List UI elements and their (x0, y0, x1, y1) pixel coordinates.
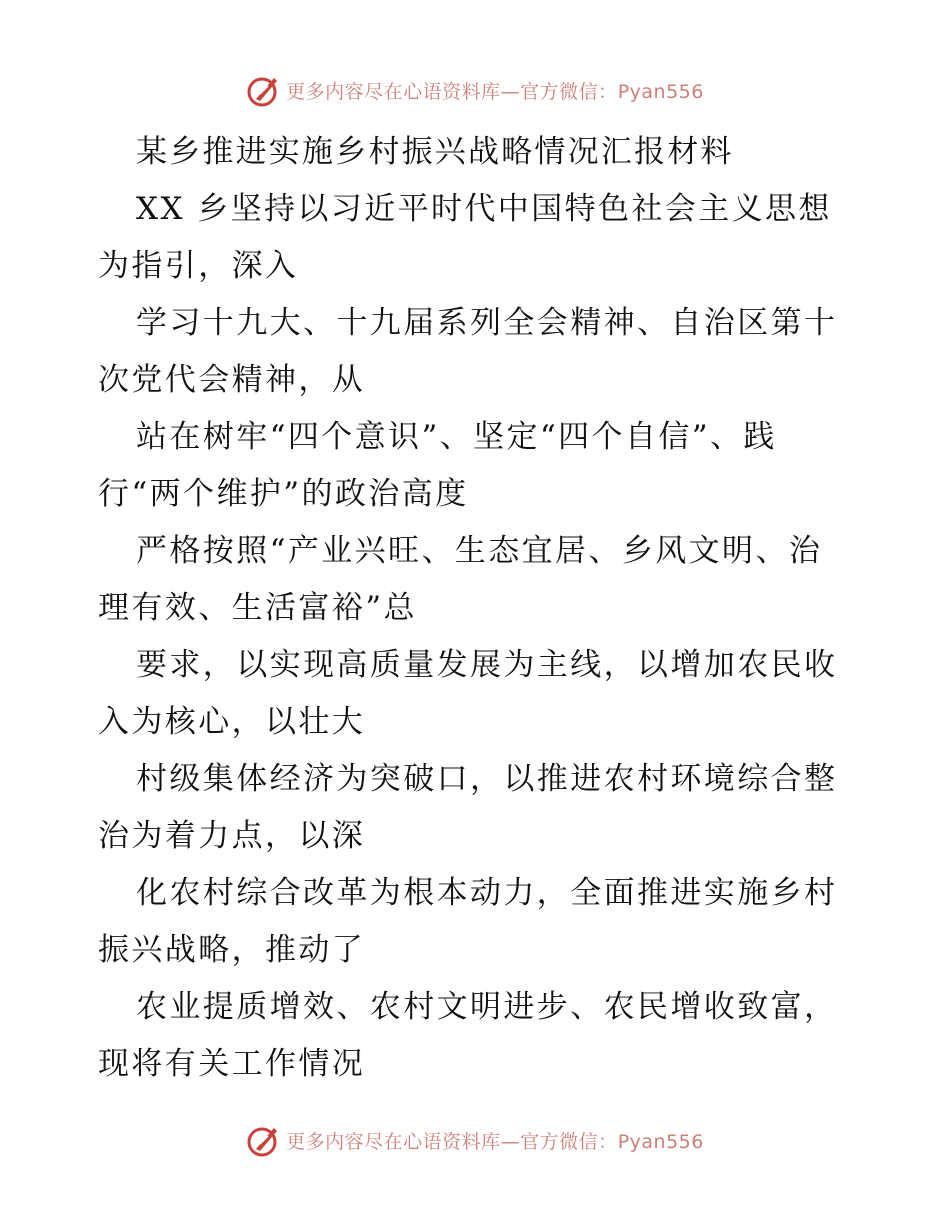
paragraph-line: 学习十九大、十九届系列全会精神、自治区第十 (136, 305, 838, 341)
paragraph-line: 化农村综合改革为根本动力，全面推进实施乡村 (136, 875, 838, 911)
quill-circle-icon (246, 72, 282, 108)
paragraph-line: 严格按照“产业兴旺、生态宜居、乡风文明、治 (136, 533, 823, 569)
paragraph-line: 站在树牢“四个意识”、坚定“四个自信”、践 (136, 419, 777, 455)
header-watermark (0, 70, 950, 110)
paragraph-line: 现将有关工作情况 (98, 1046, 366, 1082)
paragraph-line: XX 乡坚持以习近平时代中国特色社会主义思想 (136, 191, 832, 227)
footer-watermark (0, 1120, 950, 1160)
paragraph-line: 村级集体经济为突破口，以推进农村环境综合整 (136, 761, 838, 797)
document-body (98, 124, 858, 1093)
paragraph-line: 农业提质增效、农村文明进步、农民增收致富， (136, 989, 838, 1025)
document-title: 某乡推进实施乡村振兴战略情况汇报材料 (136, 134, 734, 170)
paragraph-line: 行“两个维护”的政治高度 (98, 476, 469, 512)
watermark-text: 更多内容尽在心语资料库—官方微信：Pyan556 (286, 80, 704, 103)
paragraph-line: 次党代会精神，从 (98, 362, 366, 398)
paragraph-line: 入为核心，以壮大 (98, 704, 366, 740)
paragraph-line: 理有效、生活富裕”总 (98, 590, 417, 626)
paragraph-line: 要求，以实现高质量发展为主线，以增加农民收 (136, 647, 838, 683)
paragraph-line: 治为着力点，以深 (98, 818, 366, 854)
quill-circle-icon (246, 1122, 282, 1158)
paragraph-line: 振兴战略，推动了 (98, 932, 366, 968)
paragraph-line: 为指引，深入 (98, 248, 299, 284)
watermark-text: 更多内容尽在心语资料库—官方微信：Pyan556 (286, 1130, 704, 1153)
